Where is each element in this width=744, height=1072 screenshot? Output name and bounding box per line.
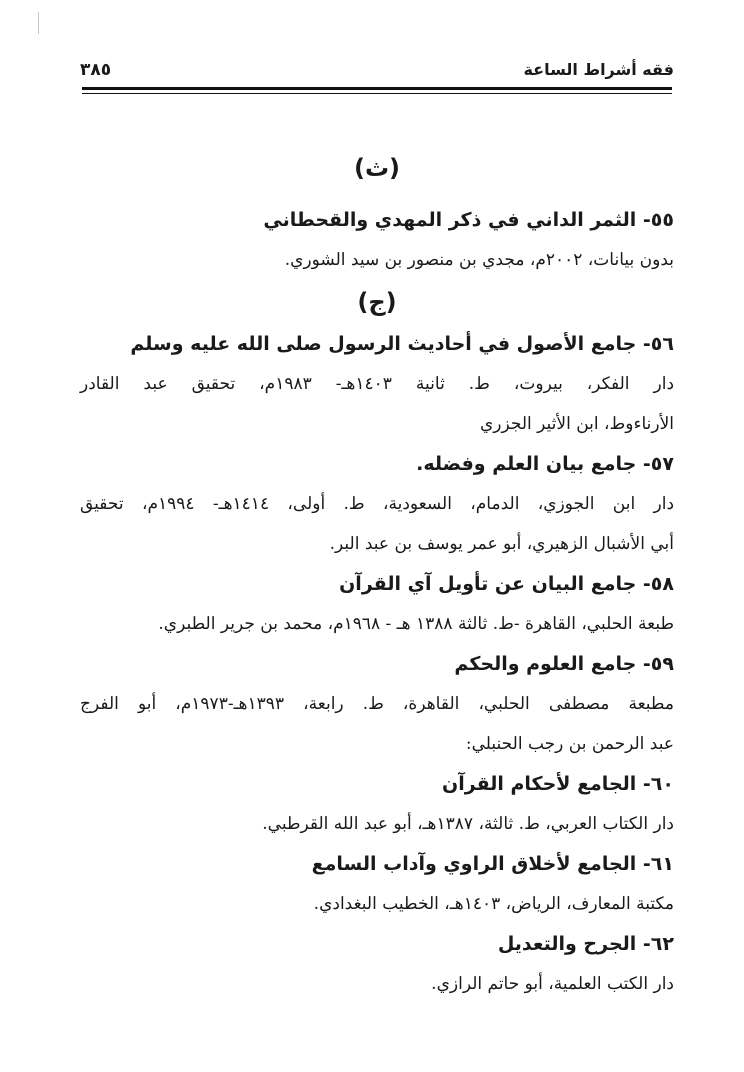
entry-body xyxy=(80,804,674,844)
entry-line: عبد الرحمن بن رجب الحنبلي: xyxy=(465,734,674,754)
reference-entry-59 xyxy=(80,644,674,764)
entry-title: ٦٢- الجرح والتعديل xyxy=(497,933,674,955)
entry-line: مطبعة مصطفى الحلبي، القاهرة، ط. رابعة، ١٣٩٣هـ-١٩٧٣م، أبو الفرج xyxy=(80,694,674,714)
entry-body xyxy=(80,884,674,924)
reference-entry-58 xyxy=(80,564,674,644)
header-rule-thin xyxy=(82,93,672,94)
entry-title: ٥٩- جامع العلوم والحكم xyxy=(454,653,674,675)
reference-entry-61 xyxy=(80,844,674,924)
entry-line: دار ابن الجوزي، الدمام، السعودية، ط. أولى، ١٤١٤هـ- ١٩٩٤م، تحقيق xyxy=(80,494,675,514)
section-heading-tha: (ث) xyxy=(353,154,401,182)
entry-title: ٦١- الجامع لأخلاق الراوي وآداب السامع xyxy=(311,853,674,875)
entry-title: ٥٦- جامع الأصول في أحاديث الرسول صلى الله عليه وسلم xyxy=(130,333,674,355)
entry-body xyxy=(80,684,674,764)
entry-body xyxy=(80,604,674,644)
reference-entry-55 xyxy=(80,200,674,280)
entry-line: دار الكتب العلمية، أبو حاتم الرازي. xyxy=(431,974,674,994)
entry-body xyxy=(80,364,674,444)
entry-body xyxy=(80,484,674,564)
entry-title: ٥٥- الثمر الداني في ذكر المهدي والقحطاني xyxy=(263,209,674,231)
page-number: ٣٨٥ xyxy=(80,60,112,80)
entry-line: أبي الأشبال الزهيري، أبو عمر يوسف بن عبد البر. xyxy=(329,534,674,554)
reference-entry-56 xyxy=(80,324,674,444)
references-content xyxy=(80,150,674,1004)
reference-entry-57 xyxy=(80,444,674,564)
entry-title: ٦٠- الجامع لأحكام القرآن xyxy=(442,773,674,795)
entry-line: دار الفكر، بيروت، ط. ثانية ١٤٠٣هـ- ١٩٨٣م، تحقيق عبد القادر xyxy=(80,374,675,394)
running-title: فقه أشراط الساعة xyxy=(523,60,674,79)
entry-body xyxy=(80,964,674,1004)
entry-body xyxy=(80,240,674,280)
reference-entry-60 xyxy=(80,764,674,844)
section-heading-jim: (ج) xyxy=(357,288,397,316)
entry-line: طبعة الحلبي، القاهرة -ط. ثالثة ١٣٨٨ هـ - ١٩٦٨م، محمد بن جرير الطبري. xyxy=(158,614,674,634)
entry-title: ٥٨- جامع البيان عن تأويل آي القرآن xyxy=(339,573,674,595)
running-header xyxy=(80,58,674,86)
reference-entry-62 xyxy=(80,924,674,1004)
entry-line: بدون بيانات، ٢٠٠٢م، مجدي بن منصور بن سيد الشوري. xyxy=(284,250,674,270)
entry-line: مكتبة المعارف، الرياض، ١٤٠٣هـ، الخطيب البغدادي. xyxy=(313,894,674,914)
entry-line: دار الكتاب العربي، ط. ثالثة، ١٣٨٧هـ، أبو عبد الله القرطبي. xyxy=(262,814,674,834)
page-edge-mark xyxy=(38,12,39,34)
entry-title: ٥٧- جامع بيان العلم وفضله. xyxy=(416,453,674,475)
entry-line: الأرناءوط، ابن الأثير الجزري xyxy=(480,414,674,434)
header-rule-thick xyxy=(82,87,672,90)
